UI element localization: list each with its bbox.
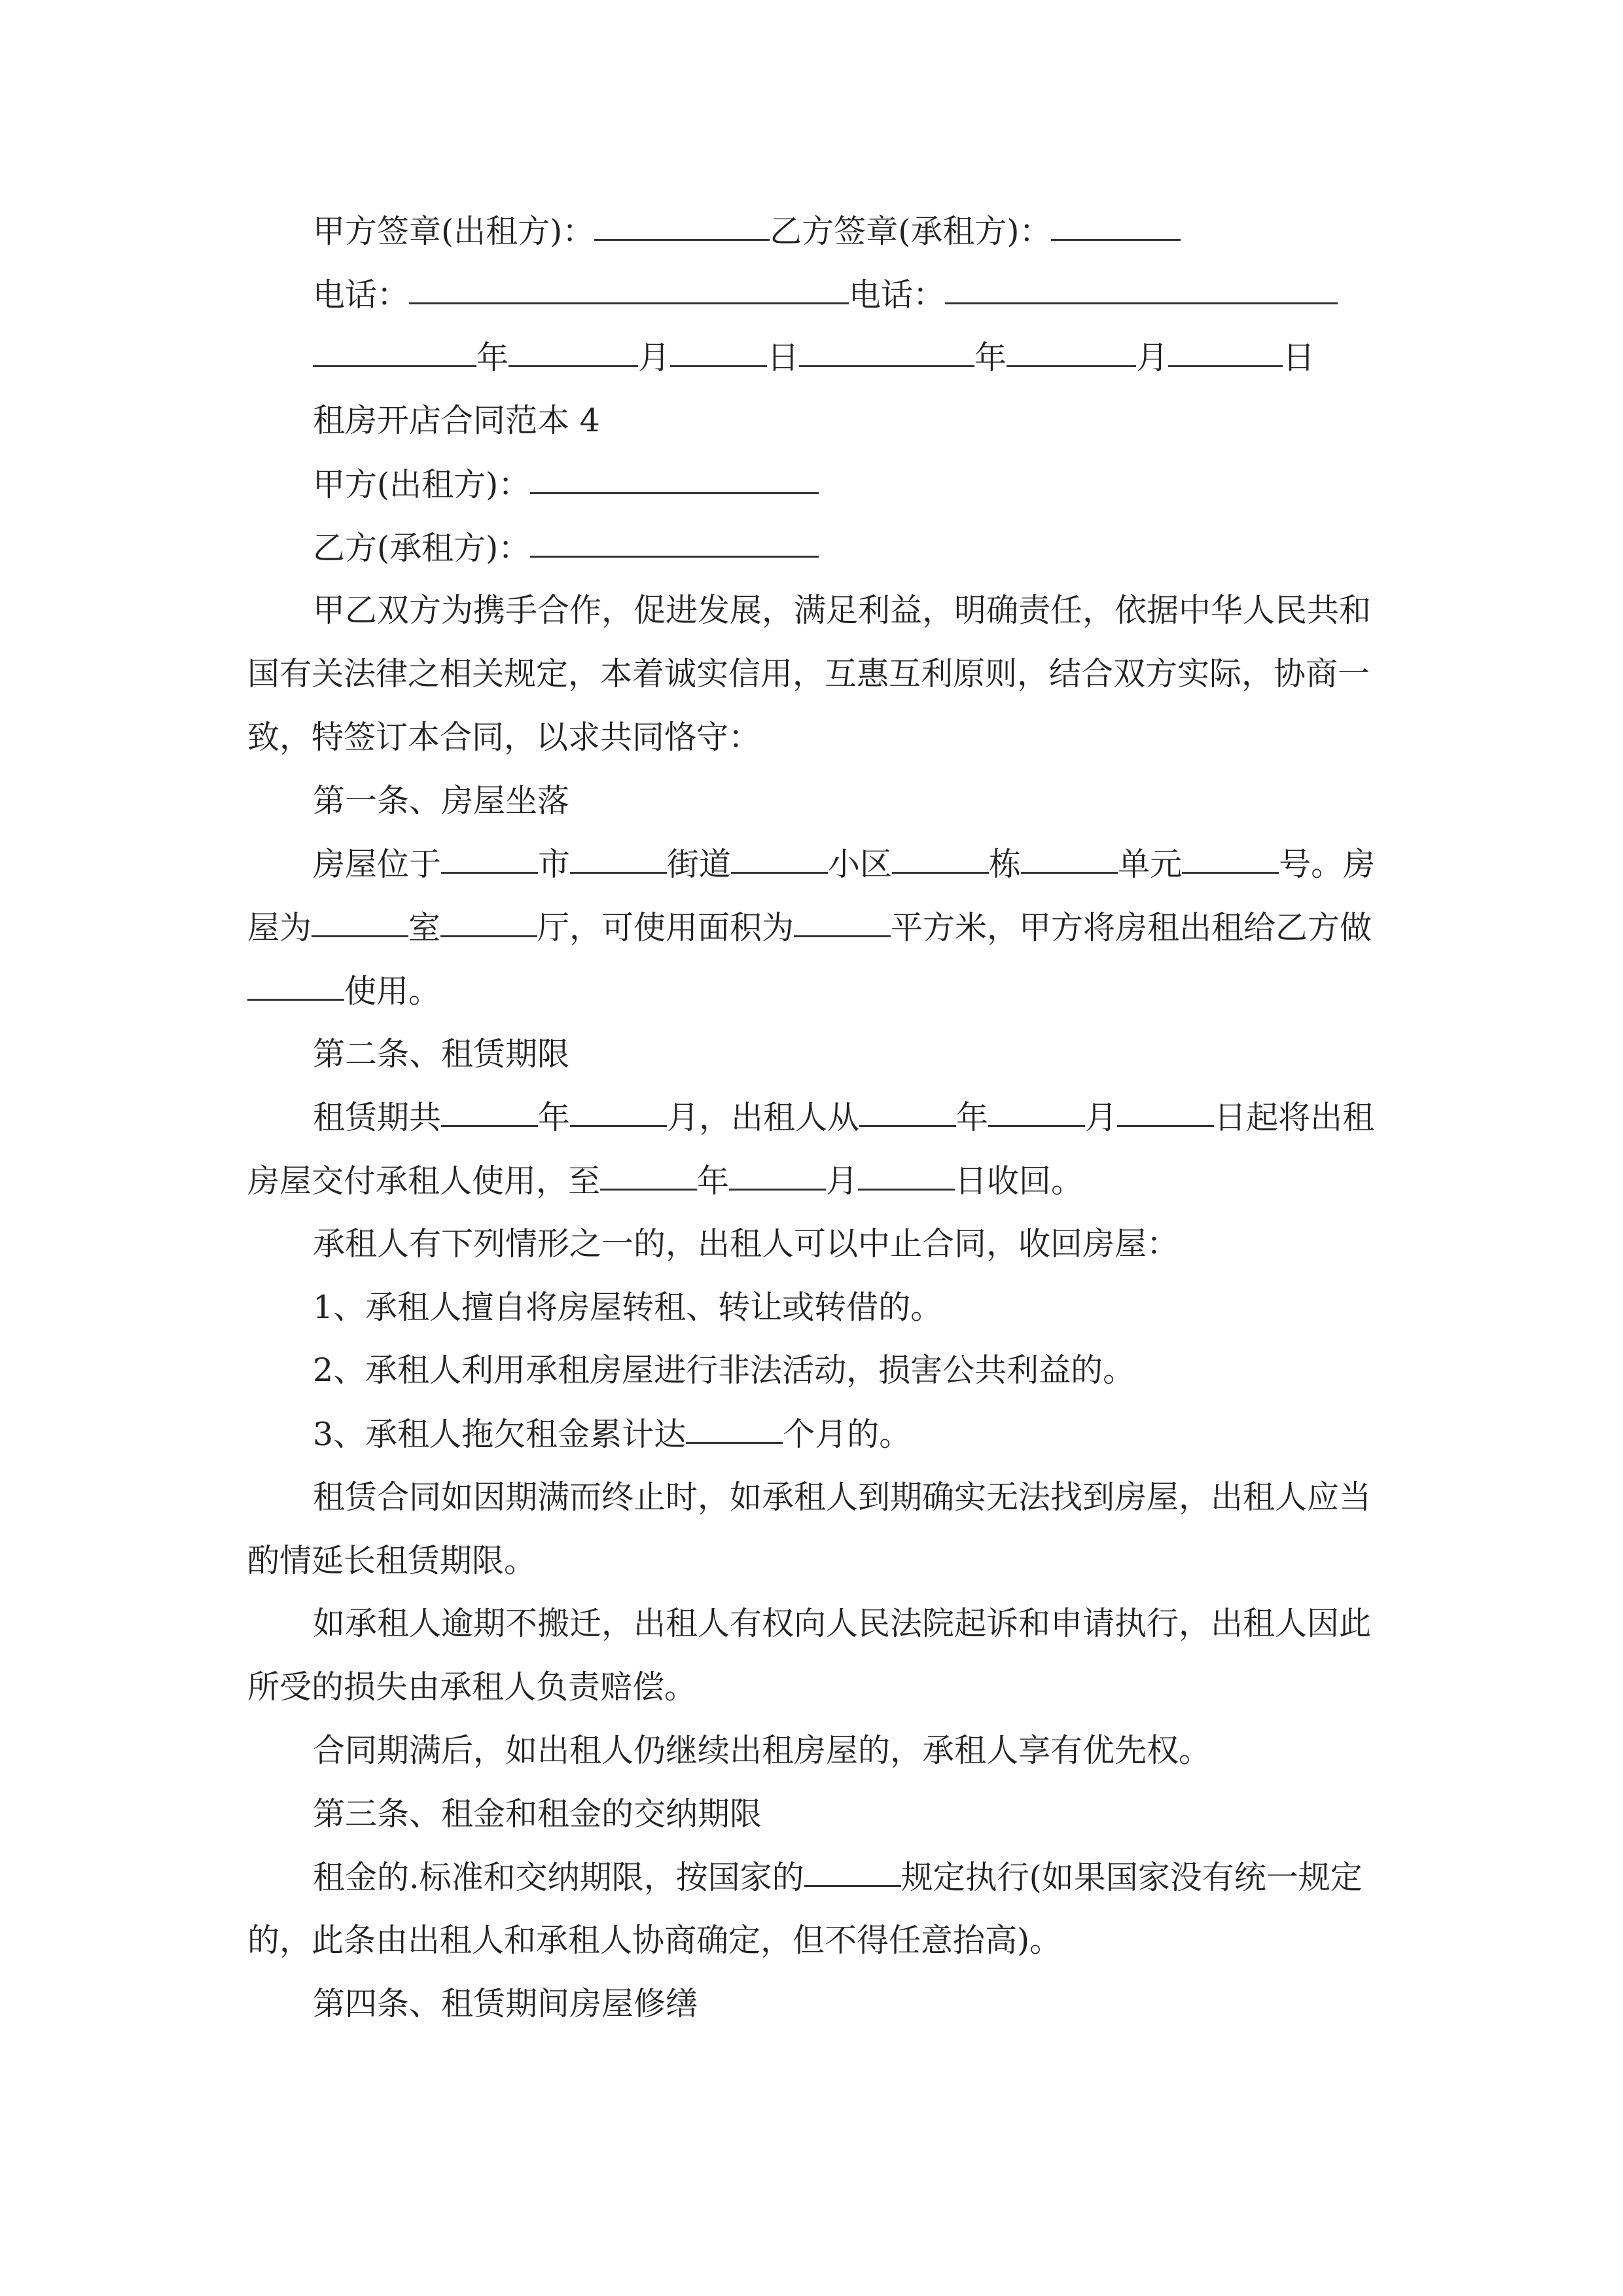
party-b-line <box>313 516 819 579</box>
party-b-label: 乙方(承租方)： <box>313 529 531 567</box>
phone-b-blank[interactable] <box>945 263 1338 304</box>
text-segment: 使用。 <box>344 973 441 1010</box>
start-month-blank[interactable] <box>988 1086 1085 1127</box>
phone-line <box>313 263 1338 326</box>
article2-line-1 <box>313 1086 1374 1149</box>
end-year-blank[interactable] <box>600 1149 697 1191</box>
usage-blank[interactable] <box>247 960 344 1001</box>
end-day-blank[interactable] <box>858 1149 955 1191</box>
day-b-label: 日 <box>1283 339 1315 376</box>
text-segment: 房屋交付承租人使用，至 <box>247 1162 601 1200</box>
term-months-blank[interactable] <box>570 1086 667 1127</box>
party-a-sign-label: 甲方签章(出租方)： <box>313 213 595 250</box>
text-segment: 日收回。 <box>955 1162 1084 1200</box>
text-segment: 租金的.标准和交纳期限，按国家的 <box>313 1859 804 1896</box>
text-segment: 月，出租人从 <box>667 1099 860 1136</box>
party-a-blank[interactable] <box>530 453 819 494</box>
start-day-blank[interactable] <box>1117 1086 1214 1127</box>
overdue-line-2: 所受的损失由承租人负责赔偿。 <box>247 1668 697 1706</box>
text-segment: 年 <box>697 1162 730 1200</box>
day-b-blank[interactable] <box>1168 326 1283 367</box>
year-a-blank[interactable] <box>313 326 476 367</box>
text-segment: 平方米，甲方将房租出租给乙方做 <box>891 909 1372 946</box>
recall-item-2: 2、承租人利用承租房屋进行非法活动，损害公共利益的。 <box>313 1352 1135 1389</box>
article1-line-3 <box>247 960 440 1022</box>
text-segment: 街道 <box>667 846 732 883</box>
text-segment: 厅，可使用面积为 <box>537 909 794 946</box>
month-b-blank[interactable] <box>1007 326 1136 367</box>
article2-line-2 <box>247 1149 1083 1212</box>
phone-a-label: 电话： <box>313 276 410 314</box>
text-segment: 3、承租人拖欠租金累计达 <box>313 1416 687 1453</box>
room-blank[interactable] <box>312 896 408 937</box>
party-b-blank[interactable] <box>530 516 819 558</box>
building-blank[interactable] <box>892 833 989 874</box>
text-segment: 规定执行(如果国家没有统一规定 <box>901 1859 1363 1896</box>
unit-blank[interactable] <box>1021 833 1118 874</box>
party-b-sign-label: 乙方签章(承租方)： <box>770 213 1052 250</box>
text-segment: 年 <box>956 1099 989 1136</box>
day-a-blank[interactable] <box>670 326 767 367</box>
regulation-blank[interactable] <box>804 1846 901 1887</box>
date-line <box>313 326 1315 389</box>
day-a-label: 日 <box>767 339 800 376</box>
party-b-sign-blank[interactable] <box>1051 200 1181 241</box>
text-segment: 室 <box>408 909 441 946</box>
text-segment: 单元 <box>1118 846 1183 883</box>
article3-heading: 第三条、租金和租金的交纳期限 <box>313 1795 762 1833</box>
intro-line-2: 国有关法律之相关规定，本着诚实信用，互惠互利原则，结合双方实际，协商一 <box>247 655 1370 692</box>
text-segment: 屋为 <box>247 909 312 946</box>
extend-line-2: 酌情延长租赁期限。 <box>247 1542 537 1579</box>
phone-a-blank[interactable] <box>409 263 849 304</box>
article3-line-1 <box>313 1846 1363 1909</box>
arrears-months-blank[interactable] <box>686 1403 783 1444</box>
article3-line-2: 的，此条由出租人和承租人协商确定，但不得任意抬高)。 <box>247 1922 1062 1959</box>
end-month-blank[interactable] <box>729 1149 826 1191</box>
article2-heading: 第二条、租赁期限 <box>313 1035 570 1073</box>
text-segment: 市 <box>538 846 571 883</box>
text-segment: 栋 <box>989 846 1022 883</box>
street-blank[interactable] <box>570 833 667 874</box>
overdue-line-1: 如承租人逾期不搬迁，出租人有权向人民法院起诉和申请执行，出租人因此 <box>313 1605 1372 1642</box>
month-a-label: 月 <box>638 339 671 376</box>
text-segment: 号。房 <box>1279 846 1376 883</box>
year-b-label: 年 <box>974 339 1007 376</box>
extend-line-1: 租赁合同如因期满而终止时，如承租人到期确实无法找到房屋，出租人应当 <box>313 1479 1372 1516</box>
text-segment: 房屋位于 <box>313 846 442 883</box>
city-blank[interactable] <box>441 833 538 874</box>
party-a-line <box>313 453 819 516</box>
hall-blank[interactable] <box>440 896 537 937</box>
priority-line: 合同期满后，如出租人仍继续出租房屋的，承租人享有优先权。 <box>313 1732 1211 1769</box>
text-segment: 月 <box>826 1162 859 1200</box>
recall-item-1: 1、承租人擅自将房屋转租、转让或转借的。 <box>313 1289 943 1326</box>
number-blank[interactable] <box>1182 833 1279 874</box>
text-segment: 月 <box>1085 1099 1118 1136</box>
term-years-blank[interactable] <box>441 1086 538 1127</box>
text-segment: 租赁期共 <box>313 1099 442 1136</box>
recall-item-3 <box>313 1403 911 1465</box>
text-segment: 个月的。 <box>783 1416 912 1453</box>
start-year-blank[interactable] <box>859 1086 956 1127</box>
month-a-blank[interactable] <box>508 326 638 367</box>
text-segment: 小区 <box>828 846 893 883</box>
intro-line-1: 甲乙双方为携手合作，促进发展，满足利益，明确责任，依据中华人民共和 <box>313 592 1372 629</box>
party-a-label: 甲方(出租方)： <box>313 466 531 503</box>
intro-line-3: 致，特签订本合同，以求共同恪守： <box>247 719 761 756</box>
article1-line-1 <box>313 833 1375 895</box>
party-a-sign-blank[interactable] <box>594 200 770 241</box>
article4-heading: 第四条、租赁期间房屋修缮 <box>313 1985 698 2022</box>
article1-heading: 第一条、房屋坐落 <box>313 782 570 819</box>
signature-line <box>313 200 1181 262</box>
community-blank[interactable] <box>731 833 828 874</box>
article1-line-2 <box>247 896 1372 959</box>
document-title: 租房开店合同范本 4 <box>313 402 600 439</box>
text-segment: 日起将出租 <box>1214 1099 1375 1136</box>
year-b-blank[interactable] <box>799 326 974 367</box>
text-segment: 年 <box>538 1099 571 1136</box>
phone-b-label: 电话： <box>849 276 946 314</box>
month-b-label: 月 <box>1136 339 1169 376</box>
area-blank[interactable] <box>794 896 891 937</box>
recall-intro: 承租人有下列情形之一的，出租人可以中止合同，收回房屋： <box>313 1225 1179 1263</box>
year-a-label: 年 <box>476 339 509 376</box>
